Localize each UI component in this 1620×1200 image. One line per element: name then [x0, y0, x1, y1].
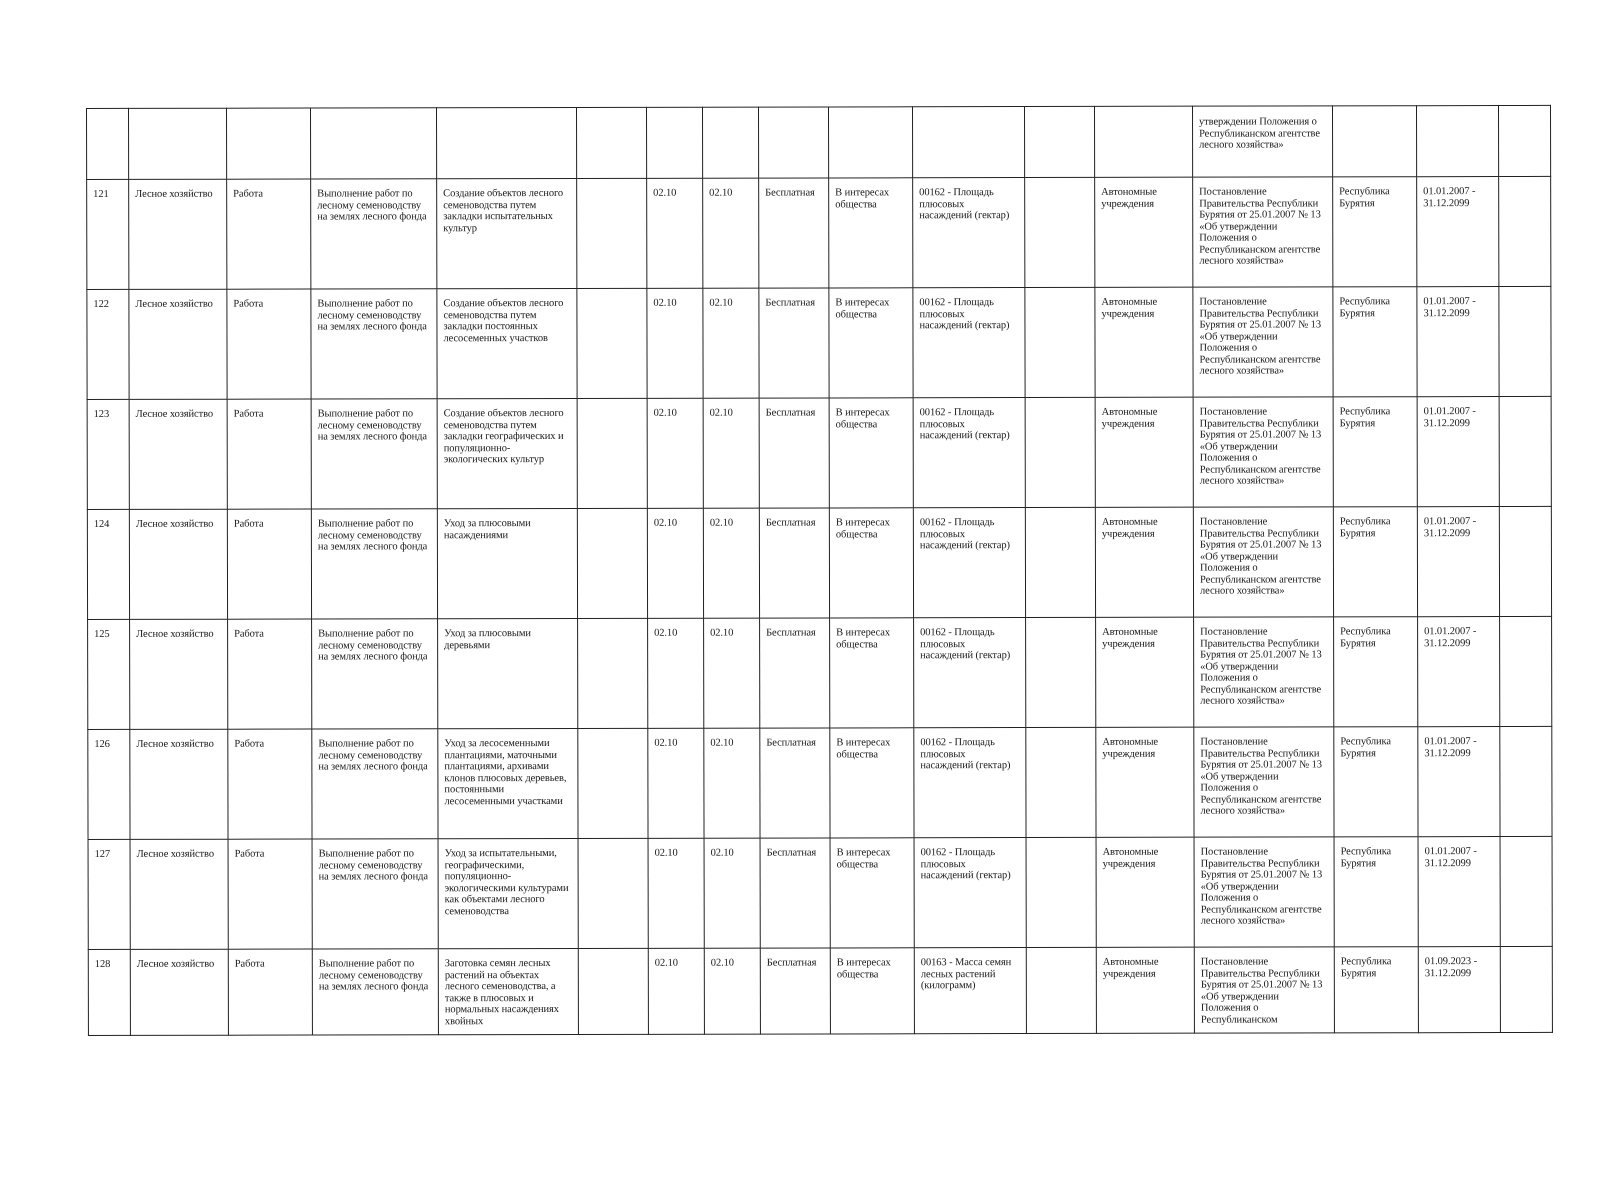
cell-empty	[1499, 176, 1551, 286]
table-row	[87, 396, 1551, 509]
cell-empty	[577, 288, 647, 398]
cell-type	[227, 108, 311, 179]
cell-region: Республика Бурятия	[1333, 287, 1417, 397]
cell-code1: 02.10	[648, 948, 704, 1034]
cell-period: 01.01.2007 - 31.12.2099	[1418, 617, 1500, 727]
cell-empty	[1499, 396, 1551, 506]
cell-institution: Автономные учреждения	[1096, 617, 1194, 727]
cell-consumers: В интересах общества	[829, 398, 913, 508]
cell-legal-act: Постановление Правительства Республики Бурятия от 25.01.2007 № 13 «Об утверждении Положения о Республиканском агентстве лесного хозяйства»	[1193, 177, 1333, 287]
cell-type: Работа	[227, 179, 311, 289]
table-row	[88, 836, 1552, 949]
cell-num: 124	[87, 509, 129, 619]
cell-period: 01.01.2007 - 31.12.2099	[1417, 177, 1499, 287]
cell-consumers: В интересах общества	[830, 838, 914, 948]
cell-legal-act: Постановление Правительства Республики Бурятия от 25.01.2007 № 13 «Об утверждении Положения о Республиканском агентстве лесного хозяйства»	[1193, 287, 1333, 397]
cell-type: Работа	[227, 509, 311, 619]
cell-sphere: Лесное хозяйство	[130, 619, 228, 729]
cell-empty	[577, 508, 647, 618]
cell-consumers: В интересах общества	[829, 178, 913, 288]
cell-payment: Бесплатная	[759, 398, 829, 508]
cell-empty	[1026, 947, 1096, 1033]
cell-period: 01.01.2007 - 31.12.2099	[1417, 287, 1499, 397]
cell-content: Уход за плюсовыми деревьями	[438, 618, 578, 728]
cell-payment: Бесплатная	[759, 178, 829, 288]
cell-content: Создание объектов лесного семеноводства путем закладки испытательных культур	[437, 178, 577, 288]
cell-empty	[1500, 946, 1552, 1032]
cell-legal-act: Постановление Правительства Республики Бурятия от 25.01.2007 № 13 «Об утверждении Положения о Республиканском агентстве лесного хозяйства»	[1194, 727, 1334, 837]
cell-empty	[1499, 286, 1551, 396]
cell-code1: 02.10	[647, 178, 703, 288]
cell-empty	[1500, 836, 1552, 946]
cell-empty	[1026, 727, 1096, 837]
cell-empty	[1026, 837, 1096, 947]
cell-num: 123	[87, 399, 129, 509]
cell-region: Республика Бурятия	[1334, 727, 1418, 837]
table-row	[88, 946, 1552, 1035]
cell-period: 01.01.2007 - 31.12.2099	[1417, 397, 1499, 507]
cell-code1: 02.10	[648, 728, 704, 838]
cell-consumers	[828, 107, 912, 178]
cell-code2: 02.10	[704, 618, 760, 728]
cell-empty	[577, 398, 647, 508]
cell-name: Выполнение работ по лесному семеноводству на землях лесного фонда	[312, 619, 438, 729]
cell-code2: 02.10	[703, 288, 759, 398]
cell-institution: Автономные учреждения	[1095, 177, 1193, 287]
cell-code1	[646, 107, 702, 178]
cell-sphere: Лесное хозяйство	[130, 729, 228, 839]
cell-num: 121	[87, 179, 129, 289]
cell-code2: 02.10	[703, 508, 759, 618]
cell-period	[1416, 106, 1498, 177]
cell-payment: Бесплатная	[760, 728, 830, 838]
cell-code2: 02.10	[703, 178, 759, 288]
cell-content: Заготовка семян лесных растений на объектах лесного семеноводства, а также в плюсовых и нормальных насаждениях хвойных	[438, 948, 578, 1034]
cell-consumers: В интересах общества	[829, 508, 913, 618]
table-row	[87, 176, 1551, 289]
cell-institution: Автономные учреждения	[1096, 947, 1194, 1033]
cell-payment	[758, 107, 828, 178]
cell-empty	[1498, 105, 1550, 176]
cell-indicator: 00162 - Площадь плюсовых насаждений (гектар)	[913, 508, 1025, 618]
cell-payment: Бесплатная	[760, 948, 830, 1034]
cell-sphere: Лесное хозяйство	[130, 949, 228, 1035]
cell-payment: Бесплатная	[760, 838, 830, 948]
cell-empty	[1025, 287, 1095, 397]
cell-institution: Автономные учреждения	[1095, 287, 1193, 397]
cell-empty	[578, 728, 648, 838]
cell-type: Работа	[227, 289, 311, 399]
cell-consumers: В интересах общества	[830, 948, 914, 1034]
cell-empty	[578, 948, 648, 1034]
cell-code1: 02.10	[647, 288, 703, 398]
cell-code1: 02.10	[647, 508, 703, 618]
cell-name: Выполнение работ по лесному семеноводству на землях лесного фонда	[311, 179, 437, 289]
cell-legal-act: Постановление Правительства Республики Бурятия от 25.01.2007 № 13 «Об утверждении Положения о Республиканском агентстве лесного хозяйства»	[1194, 837, 1334, 947]
cell-num	[87, 108, 129, 179]
cell-num: 128	[88, 949, 130, 1035]
cell-empty	[578, 618, 648, 728]
cell-consumers: В интересах общества	[830, 618, 914, 728]
cell-type: Работа	[227, 399, 311, 509]
cell-region: Республика Бурятия	[1334, 617, 1418, 727]
cell-empty	[1025, 177, 1095, 287]
cell-content: Уход за лесосеменными плантациями, маточными плантациями, архивами клонов плюсовых деревьев, постоянными лесосеменными участками	[438, 728, 578, 838]
cell-indicator: 00162 - Площадь плюсовых насаждений (гектар)	[913, 178, 1025, 288]
cell-code2: 02.10	[703, 398, 759, 508]
cell-period: 01.01.2007 - 31.12.2099	[1418, 837, 1500, 947]
cell-sphere	[129, 108, 227, 179]
cell-name: Выполнение работ по лесному семеноводству на землях лесного фонда	[311, 509, 437, 619]
cell-indicator	[912, 107, 1024, 178]
cell-empty	[1025, 397, 1095, 507]
continuation-row	[87, 105, 1551, 179]
cell-empty	[1500, 616, 1552, 726]
cell-content: Создание объектов лесного семеноводства путем закладки географических и популяционно-экологических культур	[437, 398, 577, 508]
cell-code1: 02.10	[648, 618, 704, 728]
cell-empty	[578, 838, 648, 948]
cell-sphere: Лесное хозяйство	[130, 839, 228, 949]
cell-empty	[1500, 726, 1552, 836]
cell-legal-act: Постановление Правительства Республики Бурятия от 25.01.2007 № 13 «Об утверждении Положения о Республиканском агентстве лесного хозяйства»	[1193, 397, 1333, 507]
services-registry-table	[86, 105, 1553, 1036]
cell-code1: 02.10	[647, 398, 703, 508]
cell-code2: 02.10	[704, 728, 760, 838]
cell-num: 126	[88, 729, 130, 839]
cell-num: 122	[87, 289, 129, 399]
cell-content	[437, 107, 577, 178]
cell-empty	[577, 107, 647, 178]
cell-type: Работа	[228, 729, 312, 839]
cell-empty	[1026, 617, 1096, 727]
cell-name: Выполнение работ по лесному семеноводству на землях лесного фонда	[312, 839, 438, 949]
cell-name: Выполнение работ по лесному семеноводству на землях лесного фонда	[311, 289, 437, 399]
cell-institution: Автономные учреждения	[1095, 397, 1193, 507]
cell-empty	[577, 178, 647, 288]
cell-empty	[1499, 506, 1551, 616]
table-body	[87, 105, 1553, 1035]
cell-code2: 02.10	[704, 838, 760, 948]
cell-institution	[1094, 106, 1192, 177]
cell-content: Уход за испытательными, географическими, популяционно-экологическими культурами как объектами лесного семеноводства	[438, 838, 578, 948]
cell-consumers: В интересах общества	[830, 728, 914, 838]
cell-indicator: 00162 - Площадь плюсовых насаждений (гектар)	[913, 398, 1025, 508]
cell-indicator: 00162 - Площадь плюсовых насаждений (гектар)	[914, 838, 1026, 948]
cell-indicator: 00162 - Площадь плюсовых насаждений (гектар)	[913, 288, 1025, 398]
cell-num: 127	[88, 839, 130, 949]
cell-institution: Автономные учреждения	[1095, 507, 1193, 617]
cell-indicator: 00163 - Масса семян лесных растений (килограмм)	[914, 948, 1026, 1034]
cell-consumers: В интересах общества	[829, 288, 913, 398]
cell-type: Работа	[228, 619, 312, 729]
cell-type: Работа	[228, 949, 312, 1035]
cell-content: Создание объектов лесного семеноводства путем закладки постоянных лесосеменных участков	[437, 288, 577, 398]
cell-payment: Бесплатная	[759, 508, 829, 618]
cell-name: Выполнение работ по лесному семеноводству на землях лесного фонда	[312, 949, 438, 1035]
table-row	[87, 506, 1551, 619]
cell-period: 01.09.2023 - 31.12.2099	[1418, 947, 1500, 1033]
cell-name: Выполнение работ по лесному семеноводству на землях лесного фонда	[312, 729, 438, 839]
table-row	[88, 726, 1552, 839]
cell-empty	[1024, 106, 1094, 177]
cell-region	[1332, 106, 1416, 177]
cell-payment: Бесплатная	[759, 288, 829, 398]
cell-code1: 02.10	[648, 838, 704, 948]
cell-indicator: 00162 - Площадь плюсовых насаждений (гектар)	[914, 618, 1026, 728]
cell-institution: Автономные учреждения	[1096, 837, 1194, 947]
cell-code2: 02.10	[704, 948, 760, 1034]
cell-legal-act: утверждении Положения о Республиканском агентстве лесного хозяйства»	[1192, 106, 1332, 177]
cell-region: Республика Бурятия	[1334, 837, 1418, 947]
cell-region: Республика Бурятия	[1334, 947, 1418, 1033]
cell-name: Выполнение работ по лесному семеноводству на землях лесного фонда	[311, 399, 437, 509]
cell-num: 125	[88, 619, 130, 729]
table-row	[87, 286, 1551, 399]
cell-name	[311, 108, 437, 179]
cell-sphere: Лесное хозяйство	[129, 399, 227, 509]
cell-region: Республика Бурятия	[1333, 397, 1417, 507]
cell-content: Уход за плюсовыми насаждениями	[437, 508, 577, 618]
cell-sphere: Лесное хозяйство	[129, 289, 227, 399]
cell-sphere: Лесное хозяйство	[129, 509, 227, 619]
cell-empty	[1025, 507, 1095, 617]
cell-legal-act: Постановление Правительства Республики Бурятия от 25.01.2007 № 13 «Об утверждении Положения о Республиканском агентстве лесного хозяйства»	[1193, 507, 1333, 617]
cell-region: Республика Бурятия	[1333, 507, 1417, 617]
cell-period: 01.01.2007 - 31.12.2099	[1418, 727, 1500, 837]
cell-period: 01.01.2007 - 31.12.2099	[1417, 507, 1499, 617]
cell-region: Республика Бурятия	[1333, 177, 1417, 287]
cell-code2	[702, 107, 758, 178]
cell-legal-act: Постановление Правительства Республики Бурятия от 25.01.2007 № 13 «Об утверждении Положения о Республиканском агентстве лесного хозяйства»	[1194, 617, 1334, 727]
cell-type: Работа	[228, 839, 312, 949]
cell-legal-act: Постановление Правительства Республики Бурятия от 25.01.2007 № 13 «Об утверждении Положения о Республиканском	[1194, 947, 1334, 1033]
cell-payment: Бесплатная	[760, 618, 830, 728]
table-row	[88, 616, 1552, 729]
cell-institution: Автономные учреждения	[1096, 727, 1194, 837]
cell-indicator: 00162 - Площадь плюсовых насаждений (гектар)	[914, 728, 1026, 838]
cell-sphere: Лесное хозяйство	[129, 179, 227, 289]
